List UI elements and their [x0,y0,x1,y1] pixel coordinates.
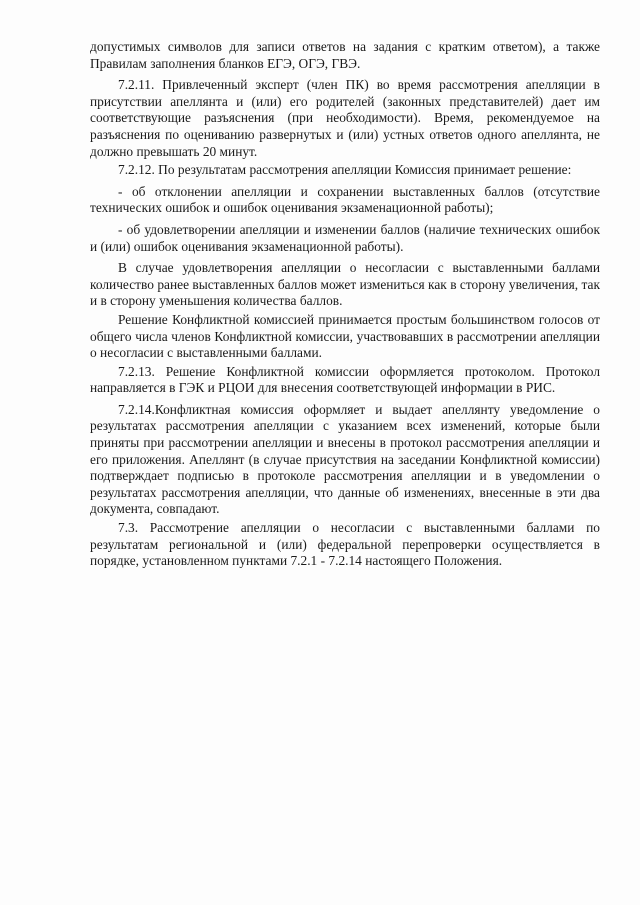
paragraph-7-2-14: 7.2.14.Конфликтная комиссия оформляет и выдает апеллянту уведомление о результатах рассмотрения апелляции с указанием всех изменений, которые были приняты при рассмотрении апелляции и внесены в протокол рассмотрения апелляции и его приложения. Апеллянт (в случае присутствия на заседании Конфликтной комиссии) подтверждает подписью в протоколе рассмотрения апелляции и в уведомлении о результатах рассмотрения апелляции, что данные об изменениях, внесенные в эти два документа, совпадают. [90,401,600,517]
paragraph-score-change: В случае удовлетворения апелляции о несогласии с выставленными баллами количество ранее выставленных баллов может измениться как в сторону увеличения, так и в сторону уменьшения количества баллов. [90,260,600,309]
paragraph-7-2-13: 7.2.13. Решение Конфликтной комиссии оформляется протоколом. Протокол направляется в ГЭК и РЦОИ для внесения соответствующей информации в РИС. [90,363,600,396]
paragraph-continuation: допустимых символов для записи ответов на задания с кратким ответом), а также Правилам заполнения бланков ЕГЭ, ОГЭ, ГВЭ. [90,39,600,71]
paragraph-7-3: 7.3. Рассмотрение апелляции о несогласии с выставленными баллами по результатам региональной и (или) федеральной перепроверки осуществляется в порядке, установленном пунктами 7.2.1 - 7.2.14 настоящего Положения. [90,520,600,569]
decision-option-accept: - об удовлетворении апелляции и изменении баллов (наличие технических ошибок и (или) ошибок оценивания экзаменационной работы). [90,221,600,254]
paragraph-7-2-11: 7.2.11. Привлеченный эксперт (член ПК) во время рассмотрения апелляции в присутствии апеллянта и (или) его родителей (законных представителей) дает им соответствующие разъяснения (при необходимости). Время, рекомендуемое на разъяснения по оцениванию развернутых и (или) устных ответов одного апеллянта, не должно превышать 20 минут. [90,77,600,159]
decision-option-reject: - об отклонении апелляции и сохранении выставленных баллов (отсутствие технических ошибок и ошибок оценивания экзаменационной работы); [90,183,600,216]
paragraph-majority-vote: Решение Конфликтной комиссией принимается простым большинством голосов от общего числа членов Конфликтной комиссии, участвовавших в рассмотрении апелляции о несогласии с выставленными баллами. [90,311,600,361]
paragraph-7-2-12: 7.2.12. По результатам рассмотрения апелляции Комиссия принимает решение: [118,162,572,178]
